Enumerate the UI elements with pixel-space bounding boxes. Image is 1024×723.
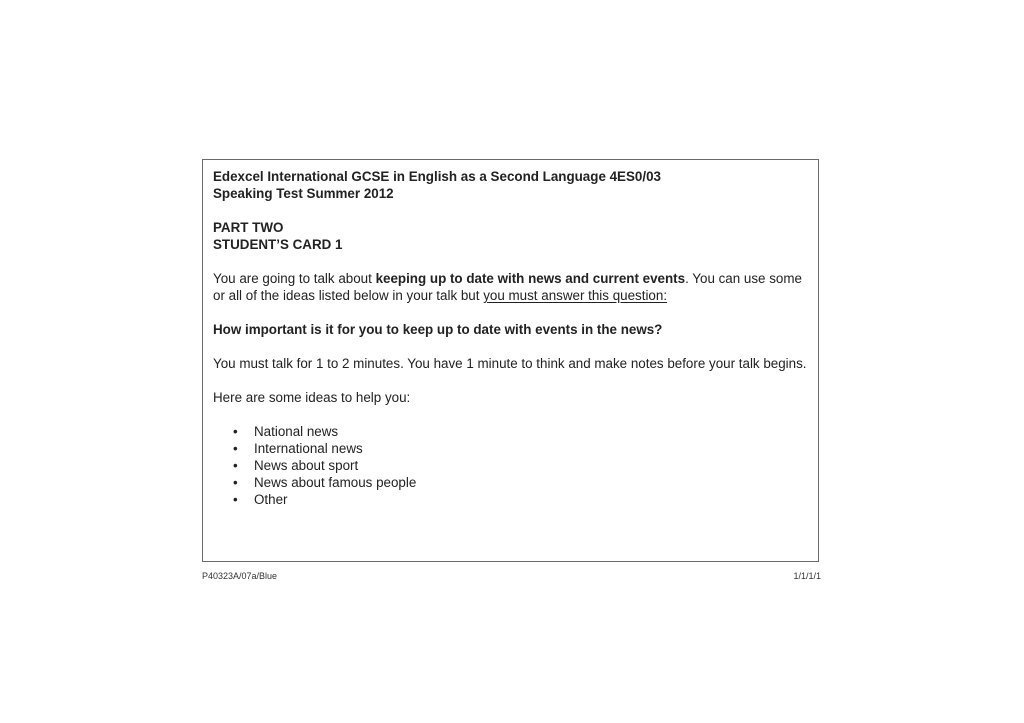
document-code: P40323A/07a/Blue xyxy=(202,571,278,581)
list-item xyxy=(233,457,808,474)
intro-after-topic: . You can use some xyxy=(685,271,802,286)
intro-lead: You are going to talk about xyxy=(213,271,376,286)
page-number: 1/1/1/1 xyxy=(793,571,821,581)
student-card xyxy=(202,159,819,562)
intro-line-2 xyxy=(213,287,808,304)
bullet-icon: • xyxy=(233,475,238,490)
bullet-icon: • xyxy=(233,441,238,456)
list-item xyxy=(233,423,808,440)
bullet-icon: • xyxy=(233,424,238,439)
idea-text: National news xyxy=(254,424,339,439)
bullet-icon: • xyxy=(233,492,238,507)
intro-topic: keeping up to date with news and current events xyxy=(375,271,686,286)
list-item xyxy=(233,474,808,491)
must-answer-text: you must answer this question: xyxy=(483,288,668,303)
list-item xyxy=(233,440,808,457)
intro-line-1 xyxy=(213,270,808,287)
idea-text: News about famous people xyxy=(254,475,417,490)
instructions-text: You must talk for 1 to 2 minutes. You have 1 minute to think and make notes before your talk begins. xyxy=(213,356,807,371)
spacer xyxy=(213,338,808,355)
question-text: How important is it for you to keep up to date with events in the news? xyxy=(213,322,663,337)
spacer xyxy=(213,253,808,270)
card-label: STUDENT’S CARD 1 xyxy=(213,237,343,252)
ideas-list xyxy=(213,423,808,508)
part-label: PART TWO xyxy=(213,220,284,235)
ideas-heading: Here are some ideas to help you: xyxy=(213,390,411,405)
intro-line2-lead: or all of the ideas listed below in your talk but xyxy=(213,288,484,303)
list-item xyxy=(233,491,808,508)
bullet-icon: • xyxy=(233,458,238,473)
idea-text: International news xyxy=(254,441,363,456)
spacer xyxy=(213,372,808,389)
spacer xyxy=(213,406,808,423)
spacer xyxy=(213,304,808,321)
exam-title: Edexcel International GCSE in English as a Second Language 4ES0/03 xyxy=(213,169,661,184)
exam-subtitle: Speaking Test Summer 2012 xyxy=(213,186,394,201)
idea-text: News about sport xyxy=(254,458,359,473)
spacer xyxy=(213,202,808,219)
idea-text: Other xyxy=(254,492,288,507)
card-content xyxy=(213,168,808,508)
